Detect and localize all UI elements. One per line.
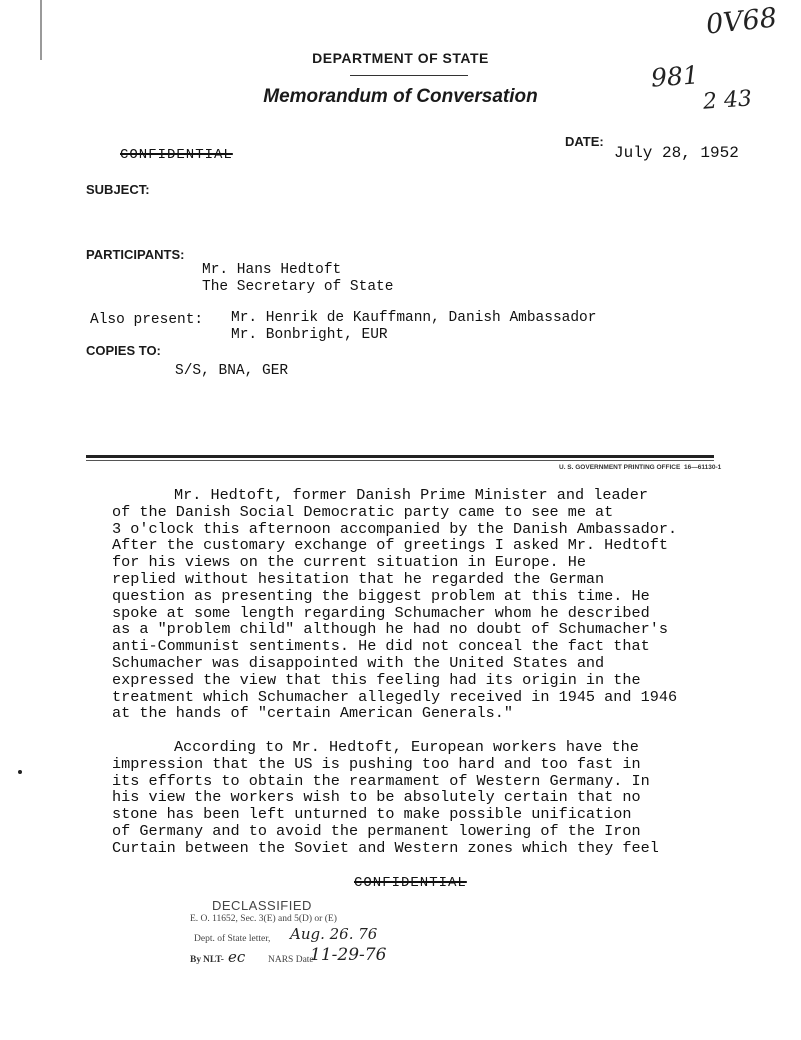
participants-label: PARTICIPANTS: (86, 247, 185, 262)
declass-letter-date: Aug. 26. 76 (290, 925, 378, 943)
body-line: Mr. Hedtoft, former Danish Prime Minister and leader (174, 486, 648, 504)
body-line: 3 o'clock this afternoon accompanied by the Danish Ambassador. (112, 519, 678, 538)
body-line: According to Mr. Hedtoft, European workers have the (174, 738, 639, 756)
also-present-label: Also present: (90, 312, 204, 328)
body-line: replied without hesitation that he regarded the German (112, 569, 605, 588)
department-heading: DEPARTMENT OF STATE (312, 50, 489, 66)
body-line: stone has been left unturned to make possible unification (112, 805, 632, 824)
body-line: of the Danish Social Democratic party came to see me at (112, 502, 614, 521)
declass-by-label: By (190, 955, 202, 965)
memo-title: Memorandum of Conversation (263, 86, 538, 107)
separator-rule (86, 455, 714, 458)
body-line: expressed the view that this feeling had its origin in the (112, 670, 641, 689)
separator-rule-thin (86, 460, 714, 461)
subject-label: SUBJECT: (86, 182, 150, 197)
body-line: anti-Communist sentiments. He did not conceal the fact that (112, 637, 650, 656)
also-present-name: Mr. Bonbright, EUR (231, 327, 388, 343)
body-line: as a "problem child" although he had no doubt of Schumacher's (112, 620, 668, 639)
also-present-name: Mr. Henrik de Kauffmann, Danish Ambassador (231, 310, 597, 326)
participant-name: Mr. Hans Hedtoft (202, 262, 342, 278)
participant-name: The Secretary of State (202, 279, 394, 295)
declass-nars-date: 11-29-76 (310, 945, 387, 965)
body-line: spoke at some length regarding Schumacher whom he described (112, 603, 650, 622)
copies-value: S/S, BNA, GER (175, 363, 289, 379)
body-line: of Germany and to avoid the permanent lowering of the Iron (112, 821, 641, 840)
body-line: its efforts to obtain the rearmament of Western Germany. In (112, 771, 650, 790)
handwritten-file-code: 0V68 (704, 2, 779, 41)
declass-nlt-initials: ec (228, 948, 246, 966)
declass-nars-label: NARS Date (268, 955, 314, 965)
body-line: After the customary exchange of greetings I asked Mr. Hedtoft (112, 536, 668, 555)
handwritten-number-981: 981 (650, 60, 700, 93)
body-line: at the hands of "certain American Generals." (112, 704, 514, 723)
date-value: July 28, 1952 (614, 144, 739, 162)
handwritten-number-243: 2 43 (702, 86, 753, 115)
date-label: DATE: (565, 134, 604, 149)
classification-bottom: CONFIDENTIAL (354, 875, 467, 891)
copies-label: COPIES TO: (86, 343, 161, 358)
body-line: Curtain between the Soviet and Western zones which they feel (112, 838, 659, 857)
body-line: treatment which Schumacher allegedly received in 1945 and 1946 (112, 687, 678, 706)
declass-letter-label: Dept. of State letter, (194, 934, 271, 944)
body-line: impression that the US is pushing too hard and too fast in (112, 754, 641, 773)
printing-office-code: 16—61130-1 (684, 464, 722, 471)
printing-office-label: U. S. GOVERNMENT PRINTING OFFICE (559, 464, 681, 471)
declass-nlt-label: NLT- (203, 955, 224, 965)
body-paragraph-2 (112, 739, 752, 857)
heading-rule (350, 75, 468, 76)
body-paragraph-1 (112, 487, 752, 722)
classification-top: CONFIDENTIAL (120, 147, 233, 163)
declassified-stamp: DECLASSIFIED (212, 898, 312, 913)
scan-speck (18, 770, 22, 774)
body-line: for his views on the current situation in Europe. He (112, 553, 586, 572)
body-line: Schumacher was disappointed with the United States and (112, 653, 605, 672)
body-line: question as presenting the biggest problem at this time. He (112, 586, 650, 605)
declass-authority: E. O. 11652, Sec. 3(E) and 5(D) or (E) (190, 914, 337, 924)
body-line: his view the workers wish to be absolutely certain that no (112, 788, 641, 807)
